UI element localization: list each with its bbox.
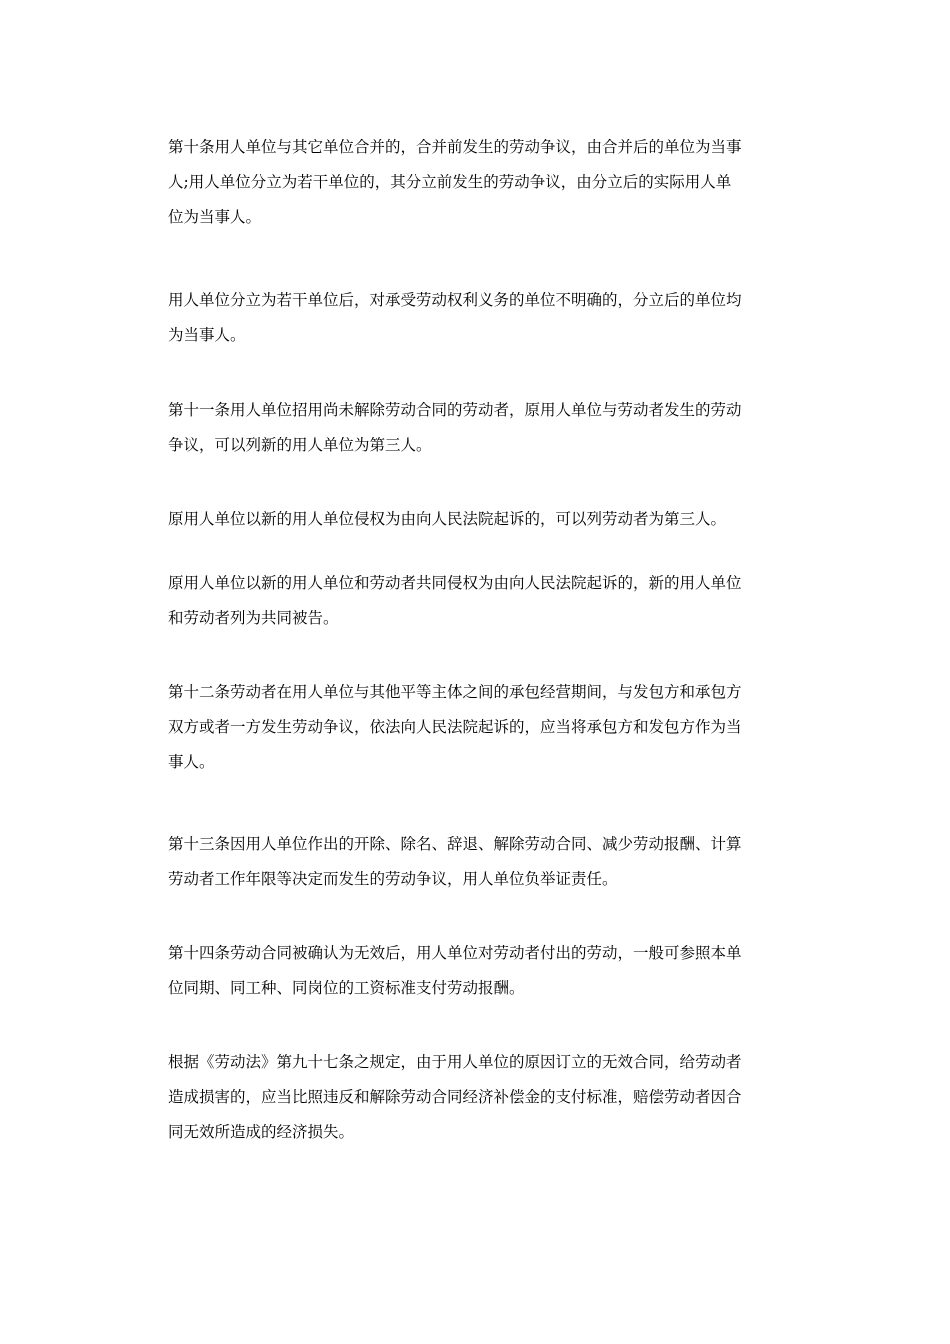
text-line: 位为当事人。 (168, 208, 262, 226)
text-line: 第十条用人单位与其它单位合并的，合并前发生的劳动争议，由合并后的单位为当事 (168, 138, 742, 156)
paragraph-infringement-third-party (168, 502, 788, 537)
text-line: 第十一条用人单位招用尚未解除劳动合同的劳动者，原用人单位与劳动者发生的劳动 (168, 401, 742, 419)
text-line: 争议，可以列新的用人单位为第三人。 (168, 436, 432, 454)
paragraph-article-14 (168, 936, 788, 1006)
text-line: 和劳动者列为共同被告。 (168, 609, 339, 627)
text-line: 第十四条劳动合同被确认为无效后，用人单位对劳动者付出的劳动，一般可参照本单 (168, 944, 742, 962)
text-line: 同无效所造成的经济损失。 (168, 1123, 355, 1141)
paragraph-labor-law-97 (168, 1045, 788, 1150)
text-line: 位同期、同工种、同岗位的工资标准支付劳动报酬。 (168, 979, 525, 997)
paragraph-joint-defendants (168, 566, 788, 636)
text-line: 第十三条因用人单位作出的开除、除名、辞退、解除劳动合同、减少劳动报酬、计算 (168, 835, 742, 853)
text-line: 用人单位分立为若干单位后，对承受劳动权利义务的单位不明确的，分立后的单位均 (168, 291, 742, 309)
paragraph-article-10 (168, 130, 788, 235)
text-line: 第十二条劳动者在用人单位与其他平等主体之间的承包经营期间，与发包方和承包方 (168, 683, 742, 701)
paragraph-article-12 (168, 675, 788, 780)
text-line: 双方或者一方发生劳动争议，依法向人民法院起诉的，应当将承包方和发包方作为当 (168, 718, 742, 736)
text-line: 事人。 (168, 753, 215, 771)
text-line: 为当事人。 (168, 326, 246, 344)
paragraph-split-units (168, 283, 788, 353)
text-line: 根据《劳动法》第九十七条之规定，由于用人单位的原因订立的无效合同，给劳动者 (168, 1053, 742, 1071)
text-line: 人;用人单位分立为若干单位的，其分立前发生的劳动争议，由分立后的实际用人单 (168, 173, 732, 191)
paragraph-article-13 (168, 827, 788, 897)
paragraph-article-11 (168, 393, 788, 463)
text-line: 原用人单位以新的用人单位和劳动者共同侵权为由向人民法院起诉的，新的用人单位 (168, 574, 742, 592)
text-line: 原用人单位以新的用人单位侵权为由向人民法院起诉的，可以列劳动者为第三人。 (168, 510, 727, 528)
text-line: 劳动者工作年限等决定而发生的劳动争议，用人单位负举证责任。 (168, 870, 618, 888)
text-line: 造成损害的，应当比照违反和解除劳动合同经济补偿金的支付标准，赔偿劳动者因合 (168, 1088, 742, 1106)
